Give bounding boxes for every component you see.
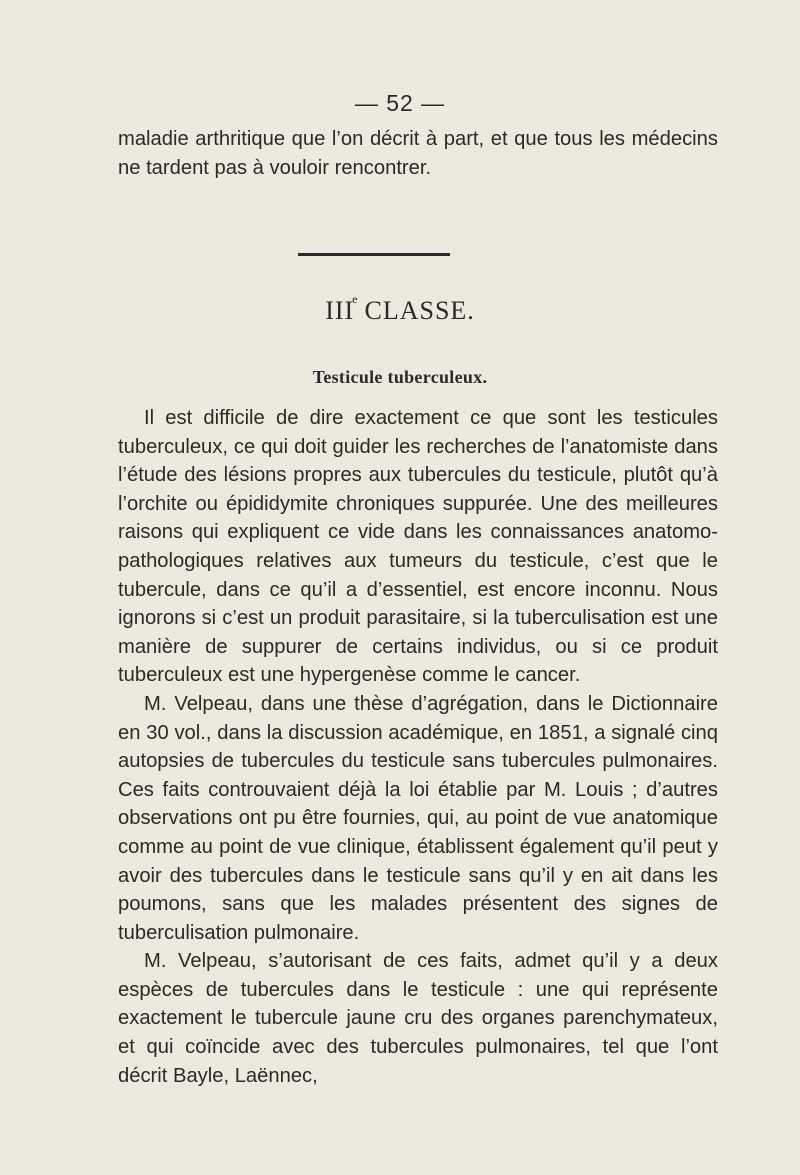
body-paragraph-1: Il est difficile de dire exactement ce que sont les testicules tuberculeux, ce qui doit guider les recherches de l’anatomiste dans l’étude des lésions propres aux tubercules du testicule, plutôt qu’à l’orchite ou épididymite chroniques suppurée. Une des meilleures raisons qui expliquent ce vide dans les connaissances anatomo-pathologiques relatives aux tumeurs du testicule, c’est que le tubercule, dans ce qu’il a d’essentiel, est encore inconnu. Nous ignorons si c’est un produit parasitaire, si la tuberculisation est une manière de suppurer de certains individus, ou si ce produit tuberculeux est une hypergenèse comme le cancer. xyxy=(118,407,718,687)
class-heading-word: CLASSE. xyxy=(364,296,475,325)
class-heading-numeral: III xyxy=(325,296,355,325)
class-heading xyxy=(0,292,800,326)
intro-text-block xyxy=(118,125,718,182)
section-divider xyxy=(298,253,450,256)
body-paragraph-2: M. Velpeau, dans une thèse d’agrégation, dans le Dictionnaire en 30 vol., dans la discussion académique, en 1851, a signalé cinq autopsies de tubercules du testicule sans tubercules pulmonaires. Ces faits controuvaient déjà la loi établie par M. Louis ; d’autres observations ont pu être fournies, qui, au point de vue anatomique comme au point de vue clinique, établissent également qu’il peut y avoir des tubercules dans le testicule sans qu’il y en ait dans les poumons, sans que les malades présentent des signes de tuberculisation pulmonaire. xyxy=(118,692,718,944)
body-paragraph-3: M. Velpeau, s’autorisant de ces faits, admet qu’il y a deux espèces de tubercules dans le testicule : une qui représente exactement le tubercule jaune cru des organes parenchymateux, et qui coïncide avec des tubercules pulmonaires, tel que l’ont décrit Bayle, Laënnec, xyxy=(118,950,718,1087)
body-text xyxy=(118,404,718,1090)
class-heading-superscript: e xyxy=(352,292,359,306)
section-title: Testicule tuberculeux. xyxy=(312,367,488,387)
page-number: — 52 — xyxy=(354,90,446,116)
intro-paragraph: maladie arthritique que l’on décrit à part, et que tous les médecins ne tardent pas à vouloir rencontrer. xyxy=(118,128,718,179)
